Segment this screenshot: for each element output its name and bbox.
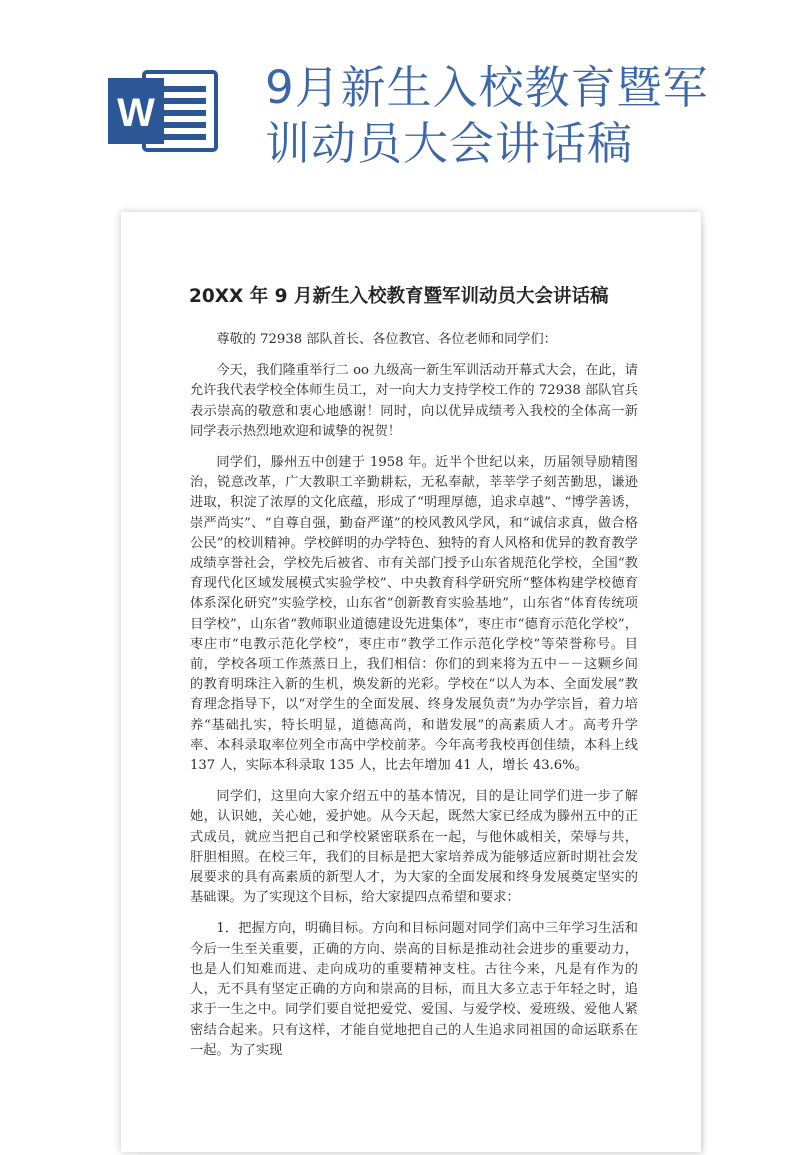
document-title: 20XX 年 9 月新生入校教育暨军训动员大会讲话稿 xyxy=(189,286,609,307)
document-body xyxy=(190,330,638,1072)
banner-title xyxy=(265,60,785,172)
word-icon-letter: W xyxy=(117,91,155,135)
banner-title-line1: 9月新生入校教育暨军 xyxy=(265,61,709,114)
paragraph: 今天，我们隆重举行二 oo 九级高一新生军训活动开幕式大会，在此，请允许我代表学校全体师生员工，对一向大力支持学校工作的 72938 部队官兵表示崇高的敬意和衷心地感谢！同时，向以优异成绩考入我校的全体高一新同学表示热烈地欢迎和诚挚的祝贺！ xyxy=(190,363,638,439)
document-page xyxy=(121,212,701,1152)
banner-title-line2: 训动员大会讲话稿 xyxy=(265,117,634,170)
paragraph-salutation: 尊敬的 72938 部队首长、各位教官、各位老师和同学们： xyxy=(216,332,557,347)
paragraph: 1．把握方向，明确目标。方向和目标问题对同学们高中三年学习生活和今后一生至关重要，正确的方向、崇高的目标是推动社会进步的重要动力，也是人们知难而进、走向成功的重要精神支柱。古往今来，凡是有作为的人，无不具有坚定正确的方向和崇高的目标，而且大多立志于年轻之时，追求于一生之中。同学们要自觉把爱党、爱国、与爱学校、爱班级、爱他人紧密结合起来。只有这样，才能自觉地把自己的人生追求同祖国的命运联系在一起。为了实现 xyxy=(190,921,638,1058)
word-icon xyxy=(108,70,218,152)
paragraph: 同学们，滕州五中创建于 1958 年。近半个世纪以来，历届领导励精图治，锐意改革，广大教职工辛勤耕耘，无私奉献，莘莘学子刻苦勤思，谦逊进取，积淀了浓厚的文化底蕴，形成了“明理厚德，追求卓越”、“博学善诱，崇严尚实”、“自尊自强，勤奋严谨”的校风教风学风，和“诚信求真，做合格公民”的校训精神。学校鲜明的办学特色、独特的育人风格和优异的教育教学成绩享誉社会，学校先后被省、市有关部门授予山东省规范化学校，全国“教育现代化区域发展模式实验学校”、中央教育科学研究所“整体构建学校德育体系深化研究”实验学校，山东省“创新教育实验基地”，山东省“体育传统项目学校”，山东省“教师职业道德建设先进集体”，枣庄市“德育示范化学校”，枣庄市“电教示范化学校”，枣庄市“教学工作示范化学校”等荣誉称号。目前，学校各项工作蒸蒸日上，我们相信：你们的到来将为五中－－这颗乡间的教育明珠注入新的生机，焕发新的光彩。学校在“以人为本、全面发展”教育理念指导下，以“对学生的全面发展、终身发展负责”为办学宗旨，着力培养“基础扎实，特长明显，道德高尚，和谐发展”的高素质人才。高考升学率、本科录取率位列全市高中学校前茅。今年高考我校再创佳绩，本科上线 137 人，实际本科录取 135 人，比去年增加 41 人，增长 43.6%。 xyxy=(190,455,638,774)
banner xyxy=(0,0,800,200)
paragraph: 同学们，这里向大家介绍五中的基本情况，目的是让同学们进一步了解她，认识她，关心她，爱护她。从今天起，既然大家已经成为滕州五中的正式成员，就应当把自己和学校紧密联系在一起，与他休戚相关，荣辱与共，肝胆相照。在校三年，我们的目标是把大家培养成为能够适应新时期社会发展要求的具有高素质的新型人才，为大家的全面发展和终身发展奠定坚实的基础课。为了实现这个目标，给大家提四点希望和要求： xyxy=(190,789,638,906)
